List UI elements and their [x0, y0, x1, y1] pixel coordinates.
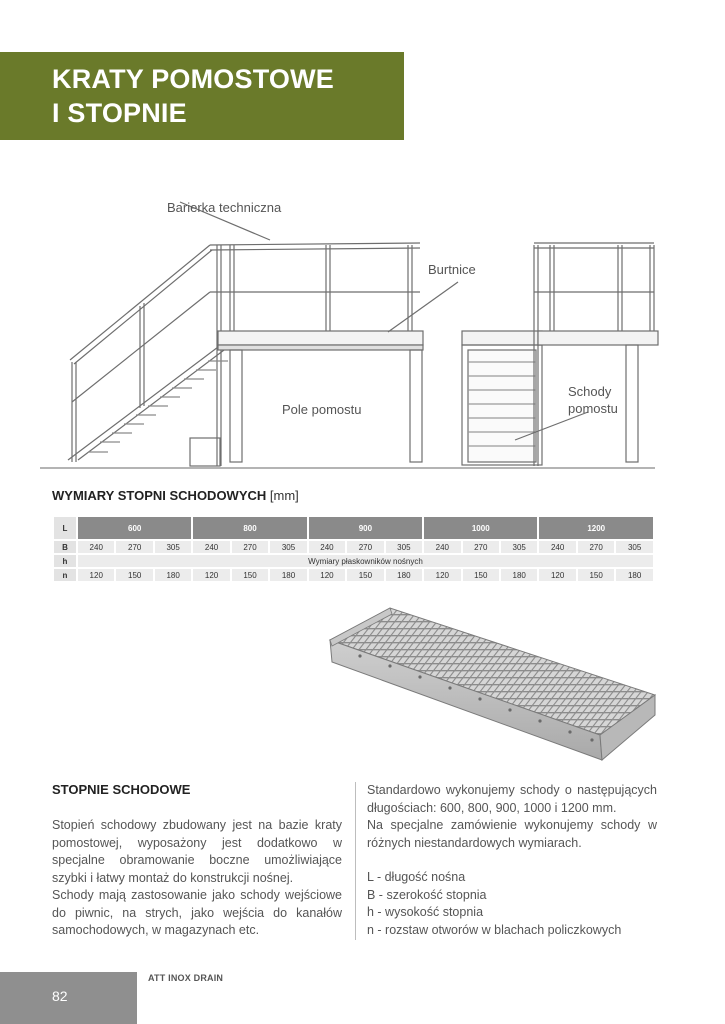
table-cell: 120 — [309, 569, 345, 581]
footer-page-block — [0, 972, 137, 1024]
symbol-legend — [367, 869, 657, 939]
row-label: h — [54, 555, 76, 567]
row-label: B — [54, 541, 76, 553]
table-cell: 150 — [578, 569, 614, 581]
dimensions-title: WYMIARY STOPNI SCHODOWYCH — [52, 488, 267, 503]
table-cell: 120 — [424, 569, 460, 581]
platform-diagram — [40, 190, 700, 480]
table-cell: 150 — [347, 569, 383, 581]
table-cell: 305 — [616, 541, 653, 553]
custom-order-paragraph: Na specjalne zamówienie wykonujemy schody w różnych niestandardowych wymiarach. — [367, 818, 657, 850]
table-cell: 600 — [78, 517, 191, 539]
table-cell: 270 — [463, 541, 499, 553]
table-row-h — [54, 555, 653, 567]
stairs-label-line-1: Schody — [568, 384, 612, 399]
dimensions-heading — [52, 488, 299, 503]
dimensions-unit: [mm] — [269, 488, 299, 503]
table-cell: 270 — [116, 541, 152, 553]
table-cell: 240 — [78, 541, 114, 553]
table-cell: 305 — [270, 541, 306, 553]
table-cell: 240 — [309, 541, 345, 553]
stair-steps-paragraph-2: Schody mają zastosowanie jako schody wejściowe do piwnic, na strych, jako wejścia do kanałów samochodowych, w magazynach etc. — [52, 888, 342, 937]
table-cell: 305 — [155, 541, 191, 553]
stair-tread-image — [320, 600, 665, 775]
title-banner — [0, 52, 404, 140]
table-cell: 270 — [578, 541, 614, 553]
footer-brand: ATT INOX DRAIN — [148, 973, 224, 983]
table-cell: 150 — [232, 569, 268, 581]
table-cell: 1200 — [539, 517, 653, 539]
page-title-line-1: KRATY POMOSTOWE — [52, 64, 335, 94]
legend-item: B - szerokość stopnia — [367, 887, 487, 902]
row-label: L — [54, 517, 76, 539]
row-label: n — [54, 569, 76, 581]
table-cell: Wymiary płaskowników nośnych — [78, 555, 653, 567]
stair-steps-right-column — [367, 782, 657, 939]
table-cell: 120 — [193, 569, 229, 581]
table-cell: 240 — [424, 541, 460, 553]
table-cell: 1000 — [424, 517, 537, 539]
table-row-n — [54, 569, 653, 581]
stair-steps-heading: STOPNIE SCHODOWE — [52, 782, 191, 797]
standard-lengths-paragraph: Standardowo wykonujemy schody o następujących długościach: 600, 800, 900, 1000 i 1200 mm. — [367, 783, 657, 815]
table-cell: 120 — [78, 569, 114, 581]
platform-field-label: Pole pomostu — [282, 402, 362, 417]
table-cell: 180 — [270, 569, 306, 581]
stair-steps-paragraph-1: Stopień schodowy zbudowany jest na bazie kraty pomostowej, wyposażony jest dodatkowo w specjalne obramowanie boczne umożliwiające szybki i łatwy montaż do konstrukcji nośnej. — [52, 818, 342, 885]
barrier-label: Barierka techniczna — [167, 200, 282, 215]
table-cell: 305 — [386, 541, 422, 553]
stair-steps-left-column — [52, 782, 342, 940]
burtnice-label: Burtnice — [428, 262, 476, 277]
stairs-label-line-2: pomostu — [568, 401, 618, 416]
stair-tread-drawing — [320, 600, 665, 775]
table-cell: 800 — [193, 517, 306, 539]
table-cell: 240 — [193, 541, 229, 553]
table-cell: 180 — [386, 569, 422, 581]
table-cell: 180 — [616, 569, 653, 581]
platform-drawing — [40, 190, 700, 480]
table-row-L — [54, 517, 653, 539]
legend-item: h - wysokość stopnia — [367, 905, 484, 919]
table-cell: 120 — [539, 569, 575, 581]
column-divider — [355, 782, 356, 940]
table-cell: 305 — [501, 541, 537, 553]
table-cell: 150 — [463, 569, 499, 581]
table-row-B — [54, 541, 653, 553]
table-cell: 900 — [309, 517, 422, 539]
table-cell: 270 — [347, 541, 383, 553]
table-cell: 180 — [155, 569, 191, 581]
legend-item: n - rozstaw otworów w blachach policzkowych — [367, 922, 622, 937]
table-cell: 240 — [539, 541, 575, 553]
table-cell: 180 — [501, 569, 537, 581]
dimensions-table — [52, 515, 655, 583]
table-cell: 270 — [232, 541, 268, 553]
legend-item: L - długość nośna — [367, 870, 466, 884]
table-cell: 150 — [116, 569, 152, 581]
page-title-line-2: I STOPNIE — [52, 98, 187, 128]
page-number: 82 — [52, 988, 68, 1004]
